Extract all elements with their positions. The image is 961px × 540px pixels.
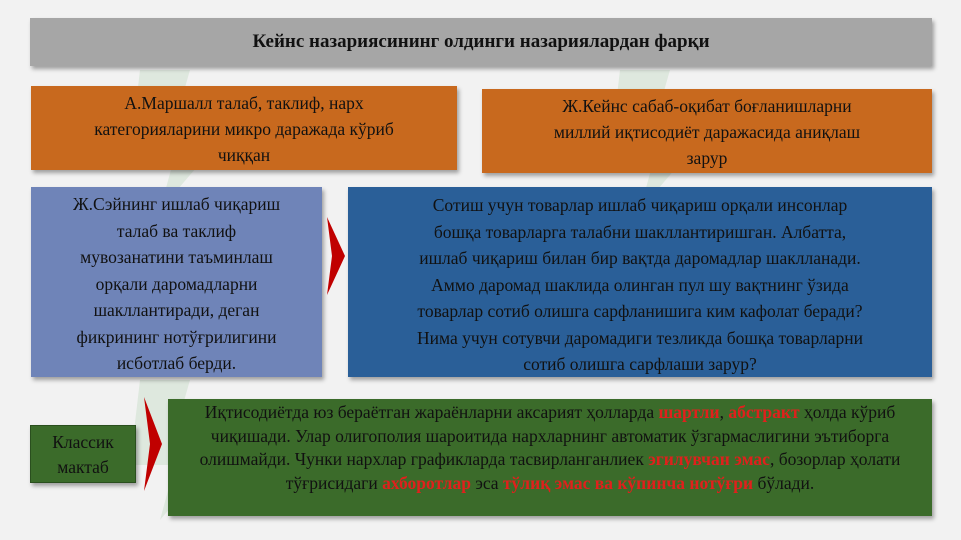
klassik-line: мактаб	[57, 457, 109, 477]
marshall-line: чиққан	[217, 145, 271, 165]
keynes-box	[482, 89, 932, 173]
highlight-abstract: абстракт	[728, 402, 800, 422]
critique-text: , бозорлар ҳолати тўғрисидаги	[285, 449, 901, 493]
marshall-box	[31, 86, 457, 170]
say-line: Ж.Сэйнинг ишлаб чиқариш	[72, 194, 281, 214]
klassik-box	[30, 425, 136, 483]
say-line: исботлаб берди.	[116, 353, 237, 373]
question-line: Аммо даромад шаклида олинган пул шу вақтнинг ўзида	[431, 274, 849, 295]
question-line: сотиб олишга сарфлаши зарур?	[523, 354, 757, 374]
say-line: мувозанатини таъминлаш	[80, 247, 273, 267]
keynes-line: миллий иқтисодиёт даражасида аниқлаш	[553, 122, 861, 142]
marshall-line: А.Маршалл талаб, таклиф, нарх	[124, 93, 364, 113]
question-box	[348, 187, 932, 377]
keynes-line: Ж.Кейнс сабаб-оқибат боғланишларни	[562, 96, 852, 116]
critique-text: ҳолда кўриб чиқишади. Улар олигополия шароитида нархларнинг автоматик ўзгармаслигини эътиборга олишмайди. Чунки нархлар графикларда тасвирланганлиек	[199, 402, 896, 469]
question-line: ишлаб чиқариш билан бир вақтда даромадлар шаклланади.	[419, 248, 861, 268]
say-line: шакллантиради, деган	[93, 300, 260, 320]
critique-text: бўлади.	[753, 472, 815, 493]
highlight-information: ахборотлар	[382, 472, 471, 493]
marshall-line: категорияларини микро даражада кўриб	[94, 119, 394, 139]
highlight-incomplete: тўлиқ эмас ва кўпинча нотўғри	[502, 472, 754, 493]
highlight-conditional: шартли	[658, 402, 720, 422]
klassik-line: Классик	[52, 432, 114, 452]
question-line: Нима учун сотувчи даромадиги тезликда бошқа товарларни	[417, 327, 863, 348]
critique-text: Иқтисодиётда юз бераётган жараёнларни аксарият ҳолларда	[204, 402, 659, 422]
arrow-right-icon	[326, 216, 346, 296]
say-box	[31, 187, 322, 377]
say-line: орқали даромадларни	[95, 273, 258, 294]
question-line: товарлар сотиб олишга сарфланишига ким кафолат беради?	[417, 301, 863, 321]
slide-title: Кейнс назариясининг олдинги назариялардан фарқи	[30, 18, 932, 66]
say-line: талаб ва таклиф	[116, 220, 237, 241]
highlight-not-flexible: эгилувчан эмас	[648, 449, 770, 469]
arrow-right-icon	[143, 396, 163, 492]
critique-text: ,	[719, 402, 729, 422]
critique-box	[168, 399, 932, 516]
question-line: бошқа товарларга талабни шакллантиришган. Албатта,	[433, 221, 847, 242]
question-line: Сотиш учун товарлар ишлаб чиқариш орқали инсонлар	[432, 195, 848, 215]
keynes-line: зарур	[686, 148, 728, 168]
critique-text: эса	[470, 472, 503, 493]
say-line: фикрининг нотўғрилигини	[76, 326, 277, 347]
